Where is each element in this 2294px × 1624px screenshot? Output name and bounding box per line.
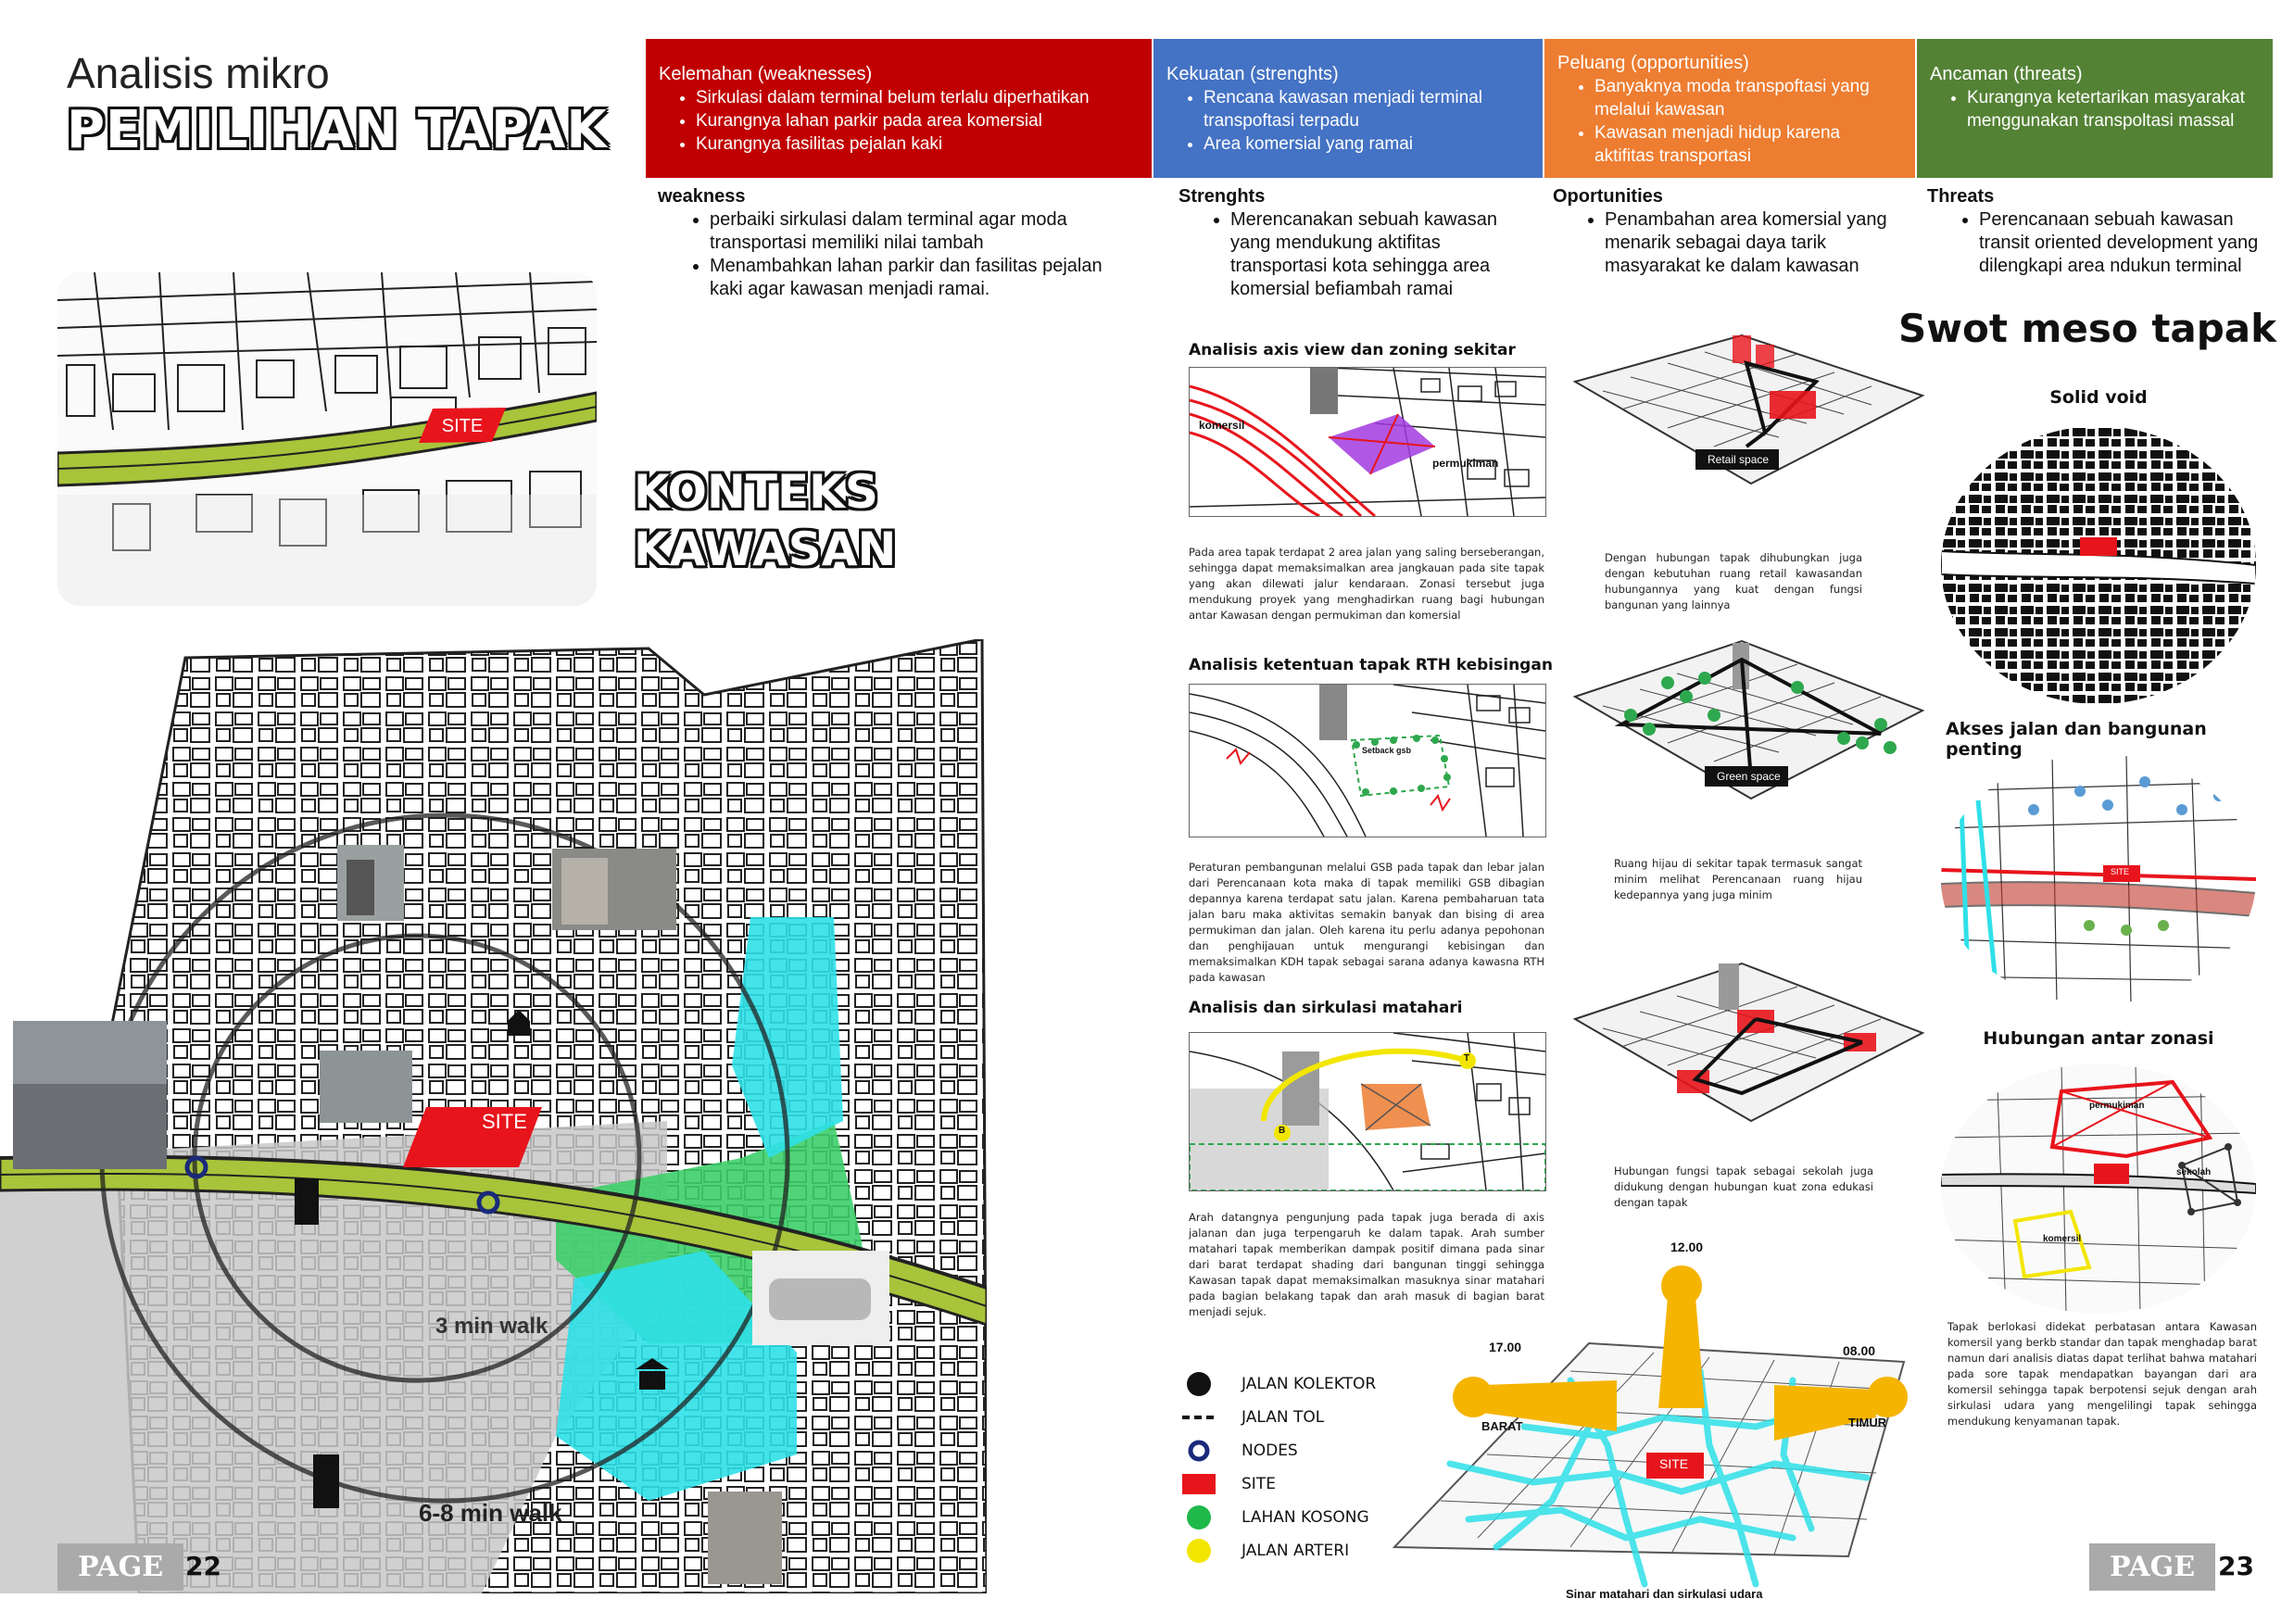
context-map-main [0,639,987,1593]
green-dot-icon [1182,1504,1216,1531]
list-item: • perbaiki sirkulasi dalam terminal agar moda transportasi memiliki nilai tambah [710,208,1140,255]
ring-icon [1182,1437,1216,1465]
list-item: • Banyaknya moda transpoftasi yang melalui kawasan [1594,75,1902,121]
legend-item-kolektor: JALAN KOLEKTOR [1182,1367,1376,1401]
hubungan-map [1941,1064,2256,1314]
threat-strategy [1927,185,2270,278]
legend-item-arteri: JALAN ARTERI [1182,1534,1376,1567]
retail-label: Retail space [1708,453,1770,466]
list-item: • Penambahan area komersial yang menarik sebagai daya tarik masyarakat ke dalam kawasan [1605,208,1909,278]
solid-void-title: Solid void [2049,387,2148,408]
swot-threat-title: Ancaman (threats) [1930,64,2083,84]
weakness-strategy [658,185,1140,301]
context-map-top [57,272,597,606]
page-number-right: 23 [2218,1551,2254,1581]
yellow-dot-icon [1182,1537,1216,1565]
list-item: • Perencanaan sebuah kawasan transit oriented development yang dilengkapi area ndukun terminal [1979,208,2270,278]
sun-title: Analisis dan sirkulasi matahari [1189,999,1463,1017]
list-item: • Rencana kawasan menjadi terminal transpoftasi terpadu [1204,86,1530,132]
axis-label-komersil: komersil [1199,419,1245,432]
axis-view-text: Pada area tapak terdapat 2 area jalan yang saling berseberangan, sehingga dapat memaksimalkan area jangkauan pada site tapak yang akan dilewati jalur kendaraan. Zonasi tersebut juga mendukung proyek yang menghadirkan ruang bagi hubungan antar Kawasan dengan permukiman dan komersial [1189,546,1544,622]
list-item: • Menambahkan lahan parkir dan fasilitas pejalan kaki agar kawasan menjadi ramai. [710,255,1140,301]
page-label-right: PAGE [2089,1543,2215,1591]
swot-meso-title: Swot meso tapak [1898,306,2277,351]
threat-strategy-list [1927,208,2270,278]
school-text: Hubungan fungsi tapak sebagai sekolah juga didukung dengan hubungan kuat zona edukasi dengan tapak [1614,1164,1873,1209]
axis-view-diagram [1189,367,1546,517]
konteks-line-2: KAWASAN [634,522,897,576]
west-label: BARAT [1481,1419,1523,1433]
green-iso-drawing [1566,632,1927,845]
legend-item-nodes: NODES [1182,1434,1376,1467]
sun-diagram [1189,1032,1546,1191]
strength-strategy [1179,185,1531,301]
solid-void-drawing [1941,426,2256,704]
legend-item-lahan-kosong: LAHAN KOSONG [1182,1501,1376,1534]
rth-text: Peraturan pembangunan melalui GSB pada tapak dan lebar jalan dari Perencanaan kota maka di tapak memiliki GSB dibagian depannya karena terdapat satu jalan. Karena pembaharuan tata jalan baru maka aktivitas semakin banyak dan bising di area permukiman dan jalan. Oleh karena itu perlu adanya pepohonan dan penghijauan untuk mengurangi kebisingan dan memaksimalkan KDH tapak sebagai sarana adanya kawasna RTH pada kawasan [1189,861,1544,984]
page-title: PEMILIHAN TAPAK [67,100,608,160]
page-label-left: PAGE [57,1543,183,1591]
swot-strength-box [1153,39,1543,178]
walk-6-8-min-label: 6-8 min walk [419,1499,562,1527]
swot-opportunity-box [1544,39,1915,178]
site-label-sun: SITE [1659,1456,1689,1471]
threat-strategy-title: Threats [1927,186,1995,207]
school-iso-drawing [1566,954,1927,1163]
list-item: • Merencanakan sebuah kawasan yang mendukung aktifitas transportasi kota sehingga area komersial befiambah ramai [1230,208,1531,301]
konteks-line-1: KONTEKS [634,465,878,519]
east-label: TIMUR [1848,1416,1887,1429]
strength-strategy-title: Strenghts [1179,186,1266,207]
sun-text: Arah datangnya pengunjung pada tapak juga berada di axis jalanan dan juga terpengaruh ke dalam tapak. Arah sumber matahari tapak memberikan dampak positif dimana pada sinar dari barat terdapat shading dari bangunan tinggi sehingga Kawasan tapak dapat memaksimalkan masuknya sinar matahari pada bagian belakang tapak dan arah masuk di bagian barat menjadi sejuk. [1189,1211,1544,1318]
sun-drawing [1190,1033,1545,1190]
walk-3-min-label: 3 min walk [435,1314,548,1339]
retail-iso-drawing [1566,326,1927,548]
akses-map [1941,754,2256,1004]
green-label: Green space [1717,770,1781,783]
zone-permukiman-label: permukiman [2089,1101,2145,1111]
list-item: • Kurangnya fasilitas pejalan kaki [696,132,1139,156]
school-iso-diagram [1566,954,1927,1163]
rth-drawing [1190,685,1545,837]
list-item: • Area komersial yang ramai [1204,132,1530,156]
akses-site-label: SITE [2111,867,2130,876]
page-number-left: 22 [185,1551,221,1581]
akses-title: Akses jalan dan bangunan penting [1946,719,2207,760]
strength-strategy-list [1179,208,1531,301]
zone-komersil-label: komersil [2043,1234,2082,1244]
swot-threat-box [1917,39,2273,178]
axis-label-permukiman: permukiman [1432,457,1499,470]
subtitle: Analisis mikro [67,49,330,97]
site-label-top: SITE [441,416,484,436]
sun-circulation-diagram [1385,1241,1941,1612]
rth-diagram [1189,684,1546,837]
swot-weakness-title: Kelemahan (weaknesses) [659,64,873,84]
solid-void-map [1941,426,2256,704]
axis-view-drawing [1190,368,1545,516]
swot-weakness-box [646,39,1152,178]
opportunity-strategy-title: Oportunities [1553,186,1663,207]
konteks-kawasan-title [634,463,896,578]
sun-diagram-caption: Sinar matahari dan sirkulasi udara [1566,1587,1763,1601]
legend [1182,1367,1376,1567]
noon-label: 12.00 [1670,1240,1704,1254]
legend-item-tol: JALAN TOL [1182,1401,1376,1434]
swot-opportunity-title: Peluang (opportunities) [1557,53,1749,73]
rth-title: Analisis ketentuan tapak RTH kebisingan [1189,656,1553,674]
weakness-strategy-title: weakness [658,186,746,207]
zone-sekolah-label: sekolah [2176,1167,2212,1177]
list-item: • Kurangnya lahan parkir pada area komersial [696,109,1139,132]
red-rect-icon [1182,1474,1216,1494]
green-iso-diagram [1566,632,1927,845]
list-item: • Kawasan menjadi hidup karena aktifitas transportasi [1594,121,1902,168]
dashed-line-icon [1182,1413,1216,1422]
black-dot-icon [1182,1370,1216,1398]
swot-weakness-list [659,86,1139,156]
green-text: Ruang hijau di sekitar tapak termasuk sangat minim melihat Perencanaan ruang hijau kedepannya yang juga minim [1614,857,1862,901]
setback-label: Setback gsb [1362,746,1412,755]
axis-view-title: Analisis axis view dan zoning sekitar [1189,341,1516,359]
swot-opportunity-list [1557,75,1902,168]
swot-strength-list [1166,86,1530,156]
list-item: • Sirkulasi dalam terminal belum terlalu diperhatikan [696,86,1139,109]
hubungan-title: Hubungan antar zonasi [1983,1028,2214,1049]
retail-iso-diagram [1566,326,1927,548]
right-analysis-text: Tapak berlokasi didekat perbatasan antara Kawasan komersil yang berkb standar dan tapak menghadap barat namun dari analisis diatas dapat terlihat bahwa matahari pada sore tapak mendapatkan bayangan dari ara komersil sehingga tapak berpotensi sejuk dengan arah sirkulasi udara yang mengelilingi tapak sehingga mendukung kenyamanan tapak. [1947,1320,2257,1428]
sun-label-b: B [1279,1126,1286,1136]
evening-label: 17.00 [1489,1340,1522,1354]
sun-label-t: T [1464,1053,1470,1064]
swot-strength-title: Kekuatan (strenghts) [1166,64,1339,84]
list-item: • Kurangnya ketertarikan masyarakat menggunakan transpoltasi massal [1967,86,2260,132]
site-label-main: SITE [482,1110,527,1133]
weakness-strategy-list [658,208,1140,301]
context-map-top-drawing [57,272,597,606]
swot-threat-list [1930,86,2260,132]
morning-label: 08.00 [1843,1343,1876,1358]
akses-drawing [1941,754,2256,1004]
legend-item-site: SITE [1182,1467,1376,1501]
retail-text: Dengan hubungan tapak dihubungkan juga dengan kebutuhan ruang retail kawasandan hubungannya yang kuat dengan fungsi bangunan yang lainnya [1605,551,1862,611]
opportunity-strategy [1553,185,1909,278]
opportunity-strategy-list [1553,208,1909,278]
